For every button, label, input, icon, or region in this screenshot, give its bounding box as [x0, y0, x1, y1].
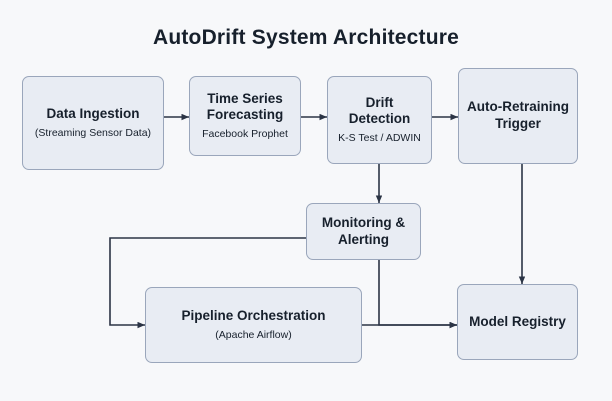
page-title: AutoDrift System Architecture	[152, 26, 460, 49]
node-monitoring-alerting[interactable]	[306, 203, 421, 260]
edge-monitoring-to-registry	[379, 260, 457, 325]
node-monitoring-alerting-label: Monitoring & Alerting	[321, 214, 406, 247]
node-time-series-forecasting-label: Time Series Forecasting	[206, 90, 284, 123]
node-data-ingestion[interactable]	[22, 76, 164, 170]
node-pipeline-orchestration-sublabel: (Apache Airflow)	[215, 328, 292, 341]
node-model-registry[interactable]	[457, 284, 578, 360]
node-data-ingestion-sublabel: (Streaming Sensor Data)	[34, 126, 152, 139]
node-pipeline-orchestration[interactable]	[145, 287, 362, 363]
node-pipeline-orchestration-label: Pipeline Orchestration	[181, 308, 326, 323]
node-data-ingestion-label: Data Ingestion	[46, 106, 140, 121]
node-drift-detection-sublabel: K-S Test / ADWIN	[338, 132, 421, 145]
node-drift-detection-label: Drift Detection	[348, 94, 411, 127]
node-time-series-forecasting[interactable]	[189, 76, 301, 156]
node-model-registry-label: Model Registry	[469, 313, 566, 329]
node-time-series-forecasting-sublabel: Facebook Prophet	[202, 128, 288, 141]
node-drift-detection[interactable]	[327, 76, 432, 164]
node-auto-retraining-trigger-label: Auto-Retraining Trigger	[467, 99, 569, 131]
node-auto-retraining-trigger[interactable]	[458, 68, 578, 164]
